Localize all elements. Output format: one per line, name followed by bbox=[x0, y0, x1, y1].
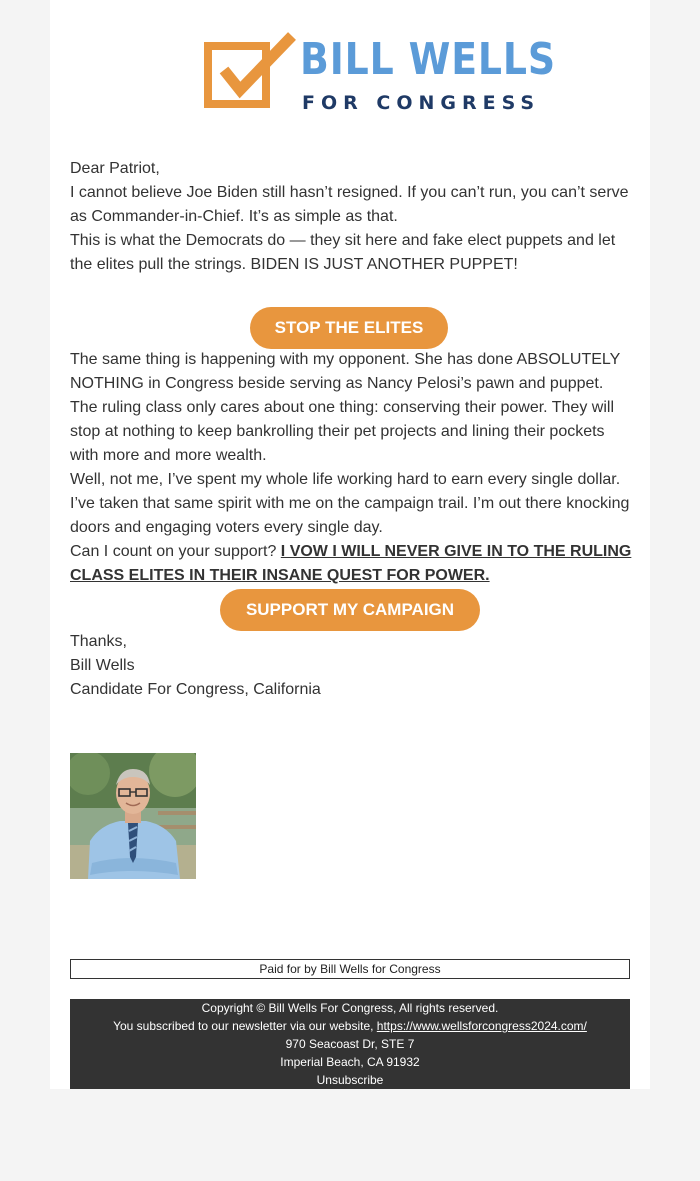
paragraph-1: I cannot believe Joe Biden still hasn’t resigned. If you can’t run, you can’t serve as Commander-in-Chief. It’s as simple as that. bbox=[70, 184, 629, 225]
support-question: Can I count on your support? bbox=[70, 543, 281, 560]
paragraph-5: Well, not me, I’ve spent my whole life working hard to earn every single dollar. I’ve taken that same spirit with me on the campaign trail. I’m out there knocking doors and engaging voters every single day. bbox=[70, 471, 630, 536]
letter-intro bbox=[70, 157, 635, 277]
logo-subtitle: FOR CONGRESS bbox=[302, 92, 541, 114]
copyright: Copyright © Bill Wells For Congress, All rights reserved. bbox=[201, 1001, 499, 1015]
unsubscribe-link[interactable]: Unsubscribe bbox=[316, 1073, 384, 1087]
letter-signoff bbox=[70, 630, 635, 702]
vow-link[interactable]: I VOW I WILL NEVER GIVE IN TO THE RULING CLASS ELITES IN THEIR INSANE QUEST FOR POWER. bbox=[70, 543, 632, 584]
subscription-note bbox=[70, 1017, 630, 1035]
address-line-2: Imperial Beach, CA 91932 bbox=[280, 1055, 420, 1069]
email-footer bbox=[70, 999, 630, 1089]
greeting: Dear Patriot, bbox=[70, 160, 160, 177]
paid-for-disclaimer: Paid for by Bill Wells for Congress bbox=[70, 959, 630, 979]
address-line-1: 970 Seacoast Dr, STE 7 bbox=[285, 1037, 415, 1051]
candidate-title: Candidate For Congress, California bbox=[70, 681, 321, 698]
letter-body bbox=[70, 348, 635, 588]
logo-name: BILL WELLS bbox=[300, 34, 556, 85]
website-link[interactable]: https://www.wellsforcongress2024.com/ bbox=[376, 1019, 587, 1033]
candidate-portrait-image bbox=[70, 753, 196, 879]
paragraph-3: The same thing is happening with my opponent. She has done ABSOLUTELY NOTHING in Congress beside serving as Nancy Pelosi’s pawn and puppet. bbox=[70, 351, 620, 392]
paragraph-4: The ruling class only cares about one thing: conserving their power. They will stop at nothing to keep bankrolling their pet projects and lining their pockets with more and more wealth. bbox=[70, 399, 614, 464]
thanks: Thanks, bbox=[70, 633, 127, 650]
paragraph-6 bbox=[70, 540, 635, 588]
support-campaign-button[interactable]: SUPPORT MY CAMPAIGN bbox=[220, 589, 480, 631]
campaign-logo bbox=[204, 32, 556, 116]
stop-the-elites-button[interactable]: STOP THE ELITES bbox=[250, 307, 448, 349]
email-card bbox=[50, 0, 650, 1089]
candidate-photo bbox=[70, 753, 196, 879]
signature: Bill Wells bbox=[70, 657, 135, 674]
paragraph-2: This is what the Democrats do — they sit here and fake elect puppets and let the elites pull the strings. BIDEN IS JUST ANOTHER PUPPET! bbox=[70, 232, 616, 273]
checkmark-logo-icon bbox=[208, 32, 298, 112]
subscription-text: You subscribed to our newsletter via our website, bbox=[113, 1019, 377, 1033]
